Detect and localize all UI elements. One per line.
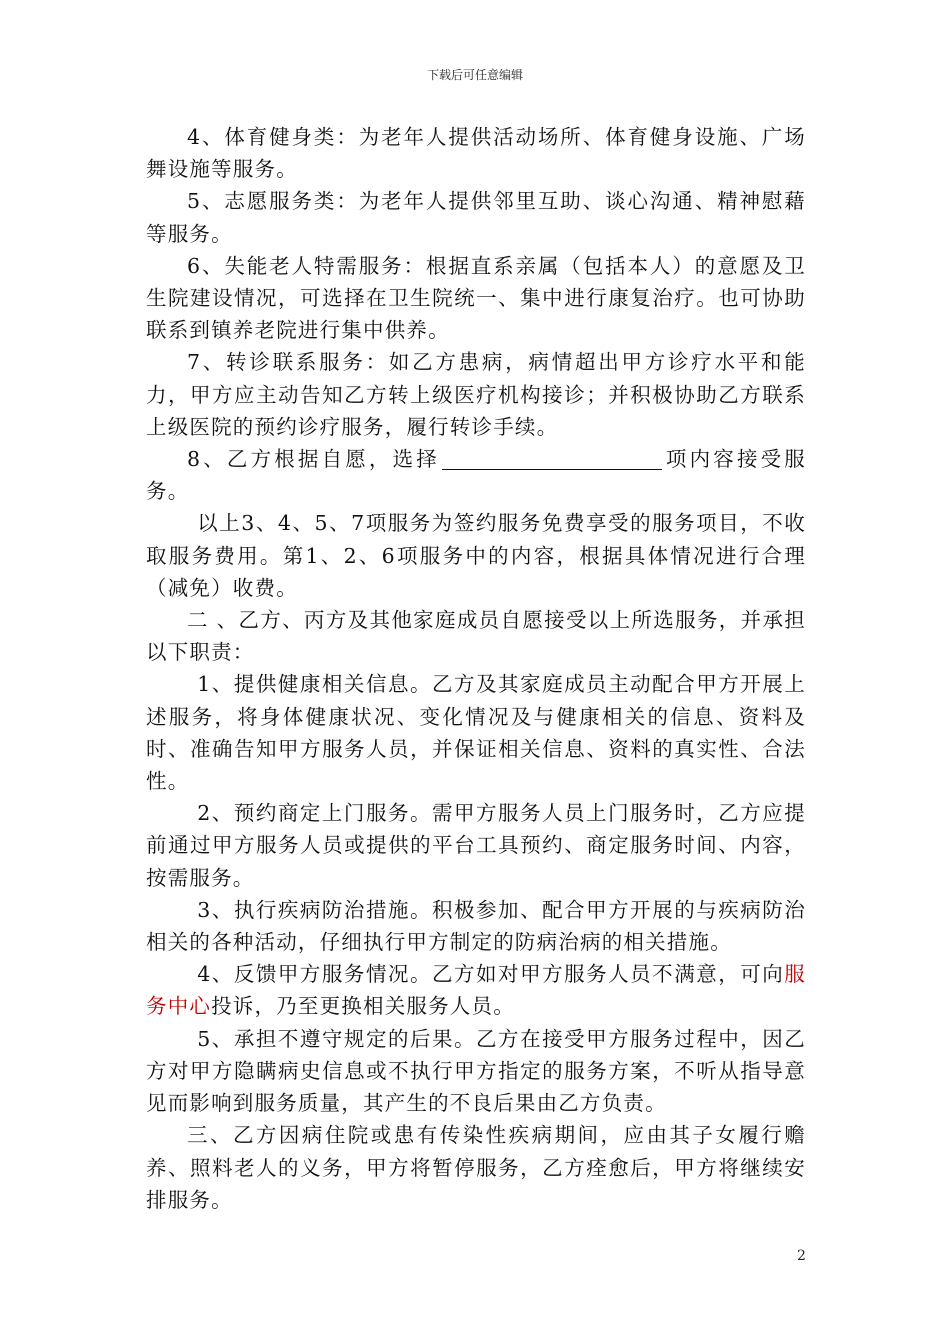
page-header: 下载后可任意编辑 [426, 68, 523, 82]
document-body [146, 121, 806, 1216]
choice-blank-field[interactable] [442, 445, 662, 470]
paragraph-disabled-elderly: 6、失能老人特需服务：根据直系亲属（包括本人）的意愿及卫生院建设情况，可选择在卫生院统一、集中进行康复治疗。也可协助联系到镇养老院进行集中供养。 [146, 253, 806, 343]
paragraph-disease-prevention: 3、执行疾病防治措施。积极参加、配合甲方开展的与疾病防治相关的各种活动，仔细执行甲方制定的防病治病的相关措施。 [146, 897, 806, 955]
choice-text-before: 8、乙方根据自愿，选择 [187, 447, 440, 472]
paragraph-health-info: 1、提供健康相关信息。乙方及其家庭成员主动配合甲方开展上述服务，将身体健康状况、变化情况及与健康相关的信息、资料及时、准确告知甲方服务人员，并保证相关信息、资料的真实性、合法性。 [146, 672, 806, 794]
service-center-highlight: 服务中心 [146, 962, 806, 1019]
paragraph-fee-note: 以上3、4、5、7项服务为签约服务免费享受的服务项目，不收取服务费用。第1、2、6项服务中的内容，根据具体情况进行合理（减免）收费。 [146, 511, 806, 600]
paragraph-feedback [146, 958, 806, 1022]
paragraph-referral-service: 7、转诊联系服务：如乙方患病，病情超出甲方诊疗水平和能力，甲方应主动告知乙方转上级医疗机构接诊；并积极协助乙方联系上级医院的预约诊疗服务，履行转诊手续。 [146, 350, 806, 439]
feedback-text-before: 4、反馈甲方服务情况。乙方如对甲方服务人员不满意，可向 [197, 962, 785, 987]
paragraph-sports-fitness: 4、体育健身类：为老年人提供活动场所、体育健身设施、广场舞设施等服务。 [146, 125, 806, 182]
paragraph-consequences: 5、承担不遵守规定的后果。乙方在接受甲方服务过程中，因乙方对甲方隐瞒病史信息或不执行甲方指定的服务方案，不听从指导意见而影响到服务质量，其产生的不良后果由乙方负责。 [146, 1026, 806, 1116]
section-two-heading: 二 、乙方、丙方及其他家庭成员自愿接受以上所选服务，并承担以下职责： [146, 608, 806, 665]
paragraph-appointment: 2、预约商定上门服务。需甲方服务人员上门服务时，乙方应提前通过甲方服务人员或提供的平台工具预约、商定服务时间、内容，按需服务。 [146, 801, 806, 890]
page-number: 2 [797, 1248, 806, 1264]
paragraph-choice [146, 443, 806, 507]
paragraph-volunteer-service: 5、志愿服务类：为老年人提供邻里互助、谈心沟通、精神慰藉等服务。 [146, 189, 806, 246]
feedback-text-after: 投诉，乃至更换相关服务人员。 [211, 994, 515, 1019]
choice-text-after: 项内容接受服务。 [146, 447, 806, 504]
section-three-paragraph: 三、乙方因病住院或患有传染性疾病期间，应由其子女履行赡养、照料老人的义务，甲方将暂停服务，乙方痊愈后，甲方将继续安排服务。 [146, 1123, 806, 1212]
